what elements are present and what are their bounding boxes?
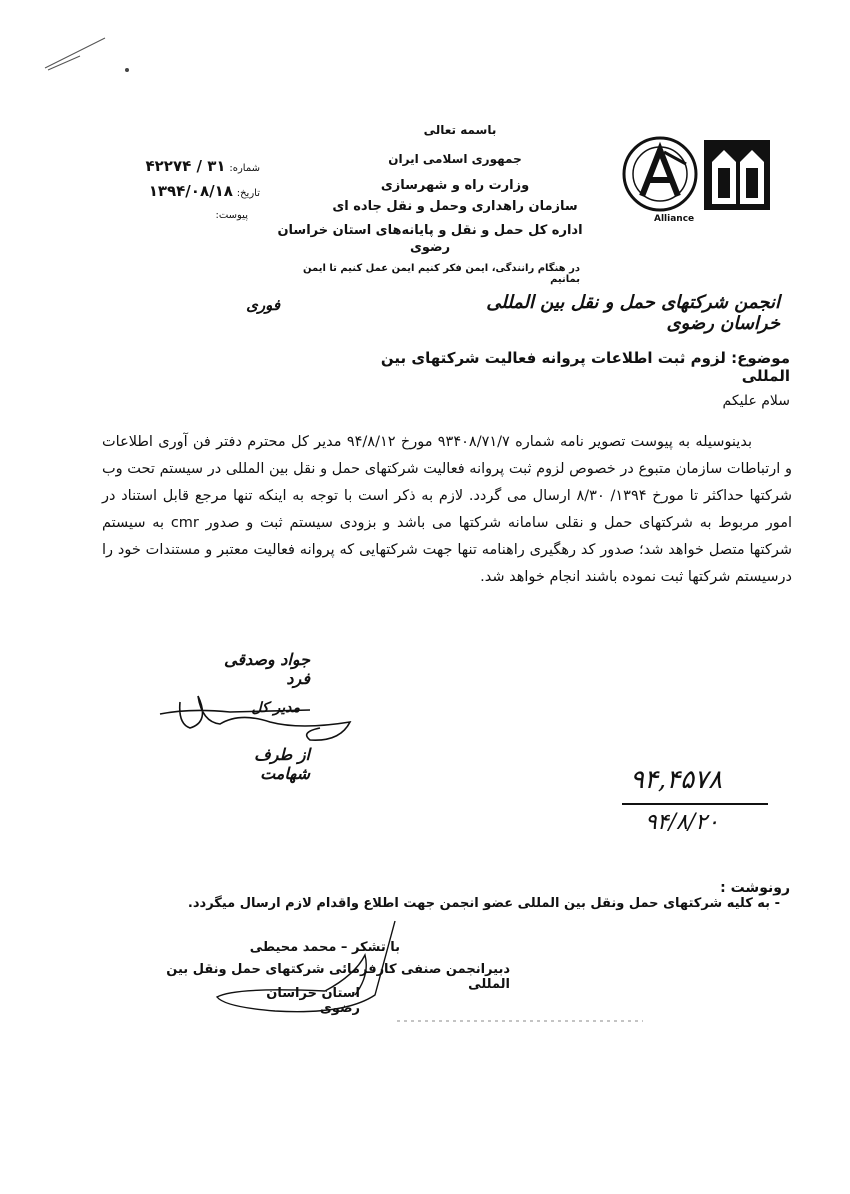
alliance-logo-icon (612, 128, 782, 228)
signer-name: جواد وصدقی فرد (224, 650, 310, 688)
office-line: اداره کل حمل و نقل و پایانه‌های استان خراسان رضوی (277, 223, 583, 255)
on-behalf: از طرف شهامت (254, 745, 310, 783)
subject-line (380, 349, 790, 385)
handwritten-ref-date: ۹۴/۸/۲۰ (645, 810, 719, 835)
signer-title: مدیر کل (251, 700, 300, 716)
attachment-label: پیوست: (215, 210, 248, 221)
closing-province: استان خراسان رضوی (266, 986, 360, 1016)
signature-scribble (150, 682, 370, 752)
recipient: انجمن شرکتهای حمل و نقل بین المللی خراسان رضوی (486, 292, 780, 334)
letterhead (260, 122, 600, 256)
date-label: تاریخ: (236, 188, 260, 199)
letter-body: بدینوسیله به پیوست تصویر نامه شماره ۹۳۴۰۸/۷۱/۷ مورخ ۹۴/۸/۱۲ مدیر کل محترم دفتر فن آوری اطلاعات و ارتباطات سازمان متبوع در خصوص لزوم ثبت پروانه فعالیت شرکتهای حمل و نقل بین المللی در سیستم تحت وب شرکتها حداکثر تا مورخ ۱۳۹۴/ ۸/۳۰ ارسال می گردد. لازم به ذکر است با توجه به اینکه تنها مرجع قابل استناد در امور مربوط به شرکتهای حمل و نقلی سامانه شرکتها می باشد و بزودی سیستم ثبت و صدور cmr به سیستم شرکتها متصل خواهد شد؛ صدور کد رهگیری راهنامه تنها جهت شرکتهایی که پروانه فعالیت معتبر و مستندات خود را درسیستم شرکتها ثبت نموده باشند انجام خواهد شد. (102, 434, 793, 585)
number-label: شماره: (229, 163, 260, 174)
ministry-line: وزارت راه و شهرسازی (380, 178, 530, 193)
bismillah: باسمه تعالی (423, 123, 497, 137)
republic-line: جمهوری اسلامی ایران (388, 152, 522, 166)
closing-dash-line (395, 1016, 645, 1026)
closing-role: دبیرانجمن صنفی کارفرمائی شرکتهای حمل ونقل بین المللی (166, 962, 510, 992)
subject-label: موضوع: (731, 349, 790, 367)
handwritten-ref-number: ۹۴,۴۵۷۸ (630, 765, 723, 795)
organization-line: سازمان راهداری وحمل و نقل جاده ای (332, 199, 578, 214)
subject-text: لزوم ثبت اطلاعات پروانه فعالیت شرکتهای بین المللی (380, 349, 790, 385)
urgency-mark: فوری (246, 296, 280, 314)
greeting: سلام علیکم (722, 393, 790, 409)
ref-underline (620, 800, 770, 808)
cc-line: - به کلیه شرکتهای حمل ونقل بین المللی عضو انجمن جهت اطلاع واقدام لازم ارسال میگردد. (187, 896, 780, 911)
safety-slogan: در هنگام رانندگی، ایمن فکر کنیم ایمن عمل کنیم تا ایمن بمانیم (302, 263, 580, 285)
corner-scribble (40, 30, 110, 75)
speck (125, 68, 129, 72)
closing-signature-loop (205, 915, 415, 1020)
number-value: ۳۱ / ۴۲۲۷۴ (145, 157, 226, 175)
logo-caption: Alliance (654, 214, 695, 224)
date-value: ۱۳۹۴/۰۸/۱۸ (148, 182, 233, 200)
closing-thanks: با تشکر – محمد محیطی (249, 940, 400, 955)
cc-label: رونوشت : (720, 880, 790, 896)
letter-meta (110, 153, 260, 229)
header-logo (612, 128, 782, 228)
